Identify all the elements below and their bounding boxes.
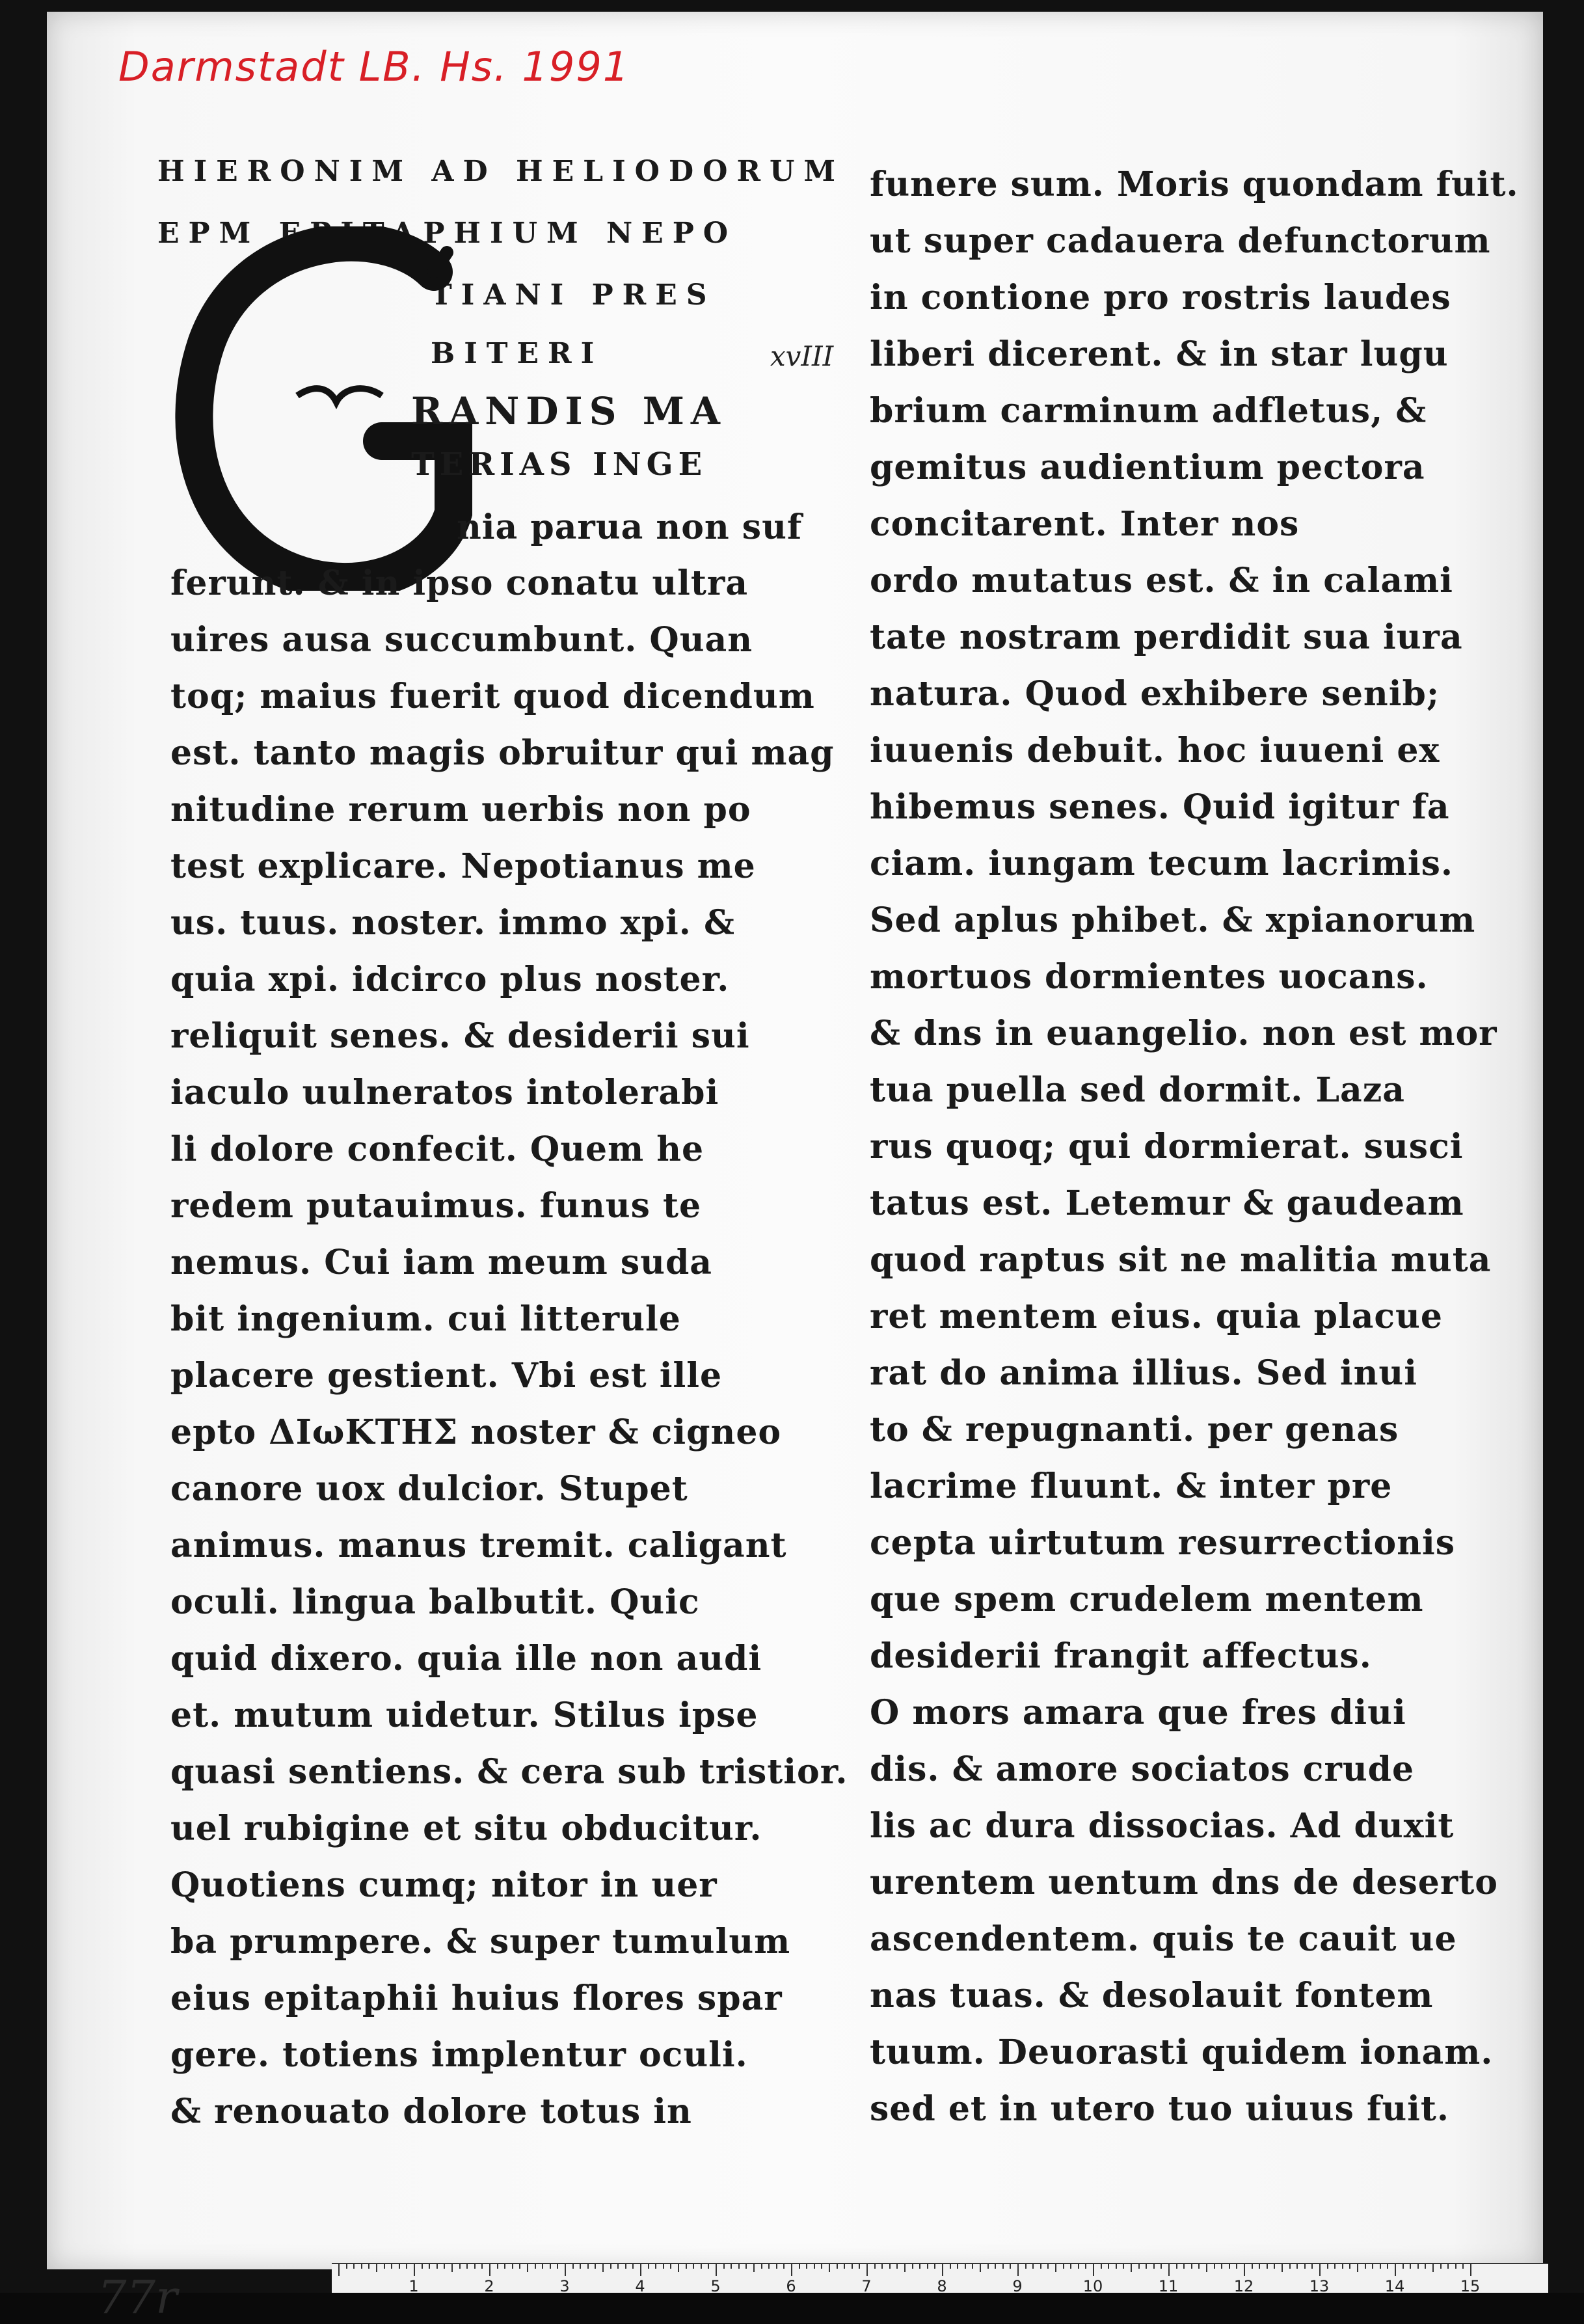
ruler-tick: [1206, 2264, 1207, 2272]
right-line: Sed aplus phibet. & xpianorum: [870, 900, 1476, 940]
ruler-tick: [655, 2264, 656, 2269]
archive-label: Darmstadt LB. Hs. 1991: [118, 43, 630, 90]
left-line: ferunt. & in ipso conatu ultra: [170, 563, 749, 603]
ruler-tick: [1425, 2264, 1426, 2269]
right-line: liberi dicerent. & in star lugu: [870, 334, 1449, 374]
rubric-line-1: RANDIS MA: [411, 389, 727, 433]
ruler-tick: [745, 2264, 747, 2269]
ruler-number: 5: [710, 2277, 721, 2295]
ruler-tick: [1002, 2264, 1004, 2269]
ruler-number: 4: [635, 2277, 645, 2295]
ruler-tick: [919, 2264, 920, 2269]
ruler-tick: [761, 2264, 762, 2269]
left-line: gere. totiens implentur oculi.: [170, 2035, 748, 2075]
ruler-tick: [972, 2264, 973, 2269]
ruler-tick: [1455, 2264, 1456, 2269]
ruler-tick: [429, 2264, 430, 2269]
ruler-tick: [391, 2264, 392, 2269]
left-line: nitudine rerum uerbis non po: [170, 790, 751, 830]
ruler-tick: [1319, 2264, 1321, 2276]
ruler-tick: [361, 2264, 362, 2269]
ruler-tick: [1432, 2264, 1434, 2272]
heading-line-2: EPM EPITAPHIUM NEPO: [157, 217, 738, 250]
heading-line-4: BITERI: [431, 337, 604, 370]
ruler-tick: [1327, 2264, 1328, 2269]
ruler-tick: [1183, 2264, 1185, 2269]
ruler-tick: [912, 2264, 913, 2269]
ruler-tick: [881, 2264, 883, 2269]
ruler-tick: [934, 2264, 935, 2269]
ruler-tick: [422, 2264, 423, 2269]
right-line: tatus est. Letemur & gaudeam: [870, 1183, 1464, 1223]
ruler-tick: [512, 2264, 513, 2269]
ruler-tick: [535, 2264, 536, 2269]
ruler-tick: [1334, 2264, 1336, 2269]
right-line: brium carminum adfletus, &: [870, 391, 1427, 431]
ruler-tick: [1191, 2264, 1192, 2269]
left-line: et. mutum uidetur. Stilus ipse: [170, 1696, 758, 1735]
ruler-tick: [1123, 2264, 1124, 2269]
ruler-tick: [678, 2264, 679, 2272]
ruler-tick: [1131, 2264, 1132, 2272]
ruler-tick: [572, 2264, 574, 2269]
ruler-tick: [1055, 2264, 1056, 2272]
left-line: quasi sentiens. & cera sub tristior.: [170, 1752, 848, 1792]
ruler-tick: [1440, 2264, 1442, 2269]
ruler-tick: [459, 2264, 461, 2269]
ruler-tick: [648, 2264, 649, 2269]
left-line: redem putauimus. funus te: [170, 1186, 702, 1226]
ruler-tick: [1380, 2264, 1381, 2269]
ruler-tick: [587, 2264, 589, 2269]
ruler-tick: [1221, 2264, 1222, 2269]
ruler-number: 10: [1082, 2277, 1103, 2295]
ruler-tick: [444, 2264, 445, 2269]
ruler-tick: [1252, 2264, 1253, 2269]
ruler-number: 7: [861, 2277, 872, 2295]
right-line: mortuos dormientes uocans.: [870, 957, 1429, 997]
ruler-tick: [776, 2264, 777, 2269]
left-line: bit ingenium. cui litterule: [170, 1299, 681, 1339]
left-line: uires ausa succumbunt. Quan: [170, 620, 753, 660]
ruler-tick: [1259, 2264, 1260, 2269]
ruler-number: 9: [1012, 2277, 1023, 2295]
ruler-tick: [625, 2264, 626, 2269]
ruler-tick: [1047, 2264, 1049, 2269]
ruler-tick: [716, 2264, 717, 2276]
left-line: li dolore confecit. Quem he: [170, 1129, 705, 1169]
left-line: est. tanto magis obruitur qui mag: [170, 733, 835, 773]
folio-number: 77r: [98, 2271, 178, 2324]
right-line: ret mentem eius. quia placue: [870, 1297, 1443, 1336]
ruler-tick: [542, 2264, 543, 2269]
right-line: & dns in euangelio. non est mor: [870, 1014, 1497, 1053]
ruler-tick: [1070, 2264, 1071, 2269]
ruler-tick: [1296, 2264, 1298, 2269]
ruler-tick: [466, 2264, 468, 2269]
heading-line-3: TIANI PRES: [431, 278, 716, 312]
ruler-tick: [527, 2264, 528, 2272]
ruler-number: 14: [1384, 2277, 1405, 2295]
right-line: funere sum. Moris quondam fuit.: [870, 165, 1519, 204]
ruler-tick: [927, 2264, 928, 2269]
ruler-tick: [1387, 2264, 1388, 2269]
left-line: test explicare. Nepotianus me: [170, 846, 756, 886]
ruler-number: 13: [1309, 2277, 1330, 2295]
ruler-tick: [1063, 2264, 1064, 2269]
ruler-tick: [768, 2264, 770, 2269]
left-line: animus. manus tremit. caligant: [170, 1526, 787, 1565]
ruler-tick: [1017, 2264, 1019, 2276]
ruler-tick: [1349, 2264, 1350, 2269]
right-line: tate nostram perdidit sua iura: [870, 617, 1463, 657]
ruler-tick: [1116, 2264, 1117, 2269]
rubric-line-2: TERIAS INGE: [411, 446, 708, 483]
ruler-tick: [859, 2264, 860, 2269]
left-line: Quotiens cumq; nitor in uer: [170, 1865, 718, 1905]
ruler-tick: [1093, 2264, 1094, 2276]
right-line: lis ac dura dissocias. Ad duxit: [870, 1806, 1455, 1846]
ruler-tick: [1101, 2264, 1102, 2269]
ruler-tick: [1403, 2264, 1404, 2269]
left-line: uel rubigine et situ obducitur.: [170, 1809, 762, 1848]
ruler-tick: [814, 2264, 815, 2269]
ruler-tick: [995, 2264, 996, 2269]
ruler-tick: [783, 2264, 785, 2269]
ruler-tick: [942, 2264, 943, 2276]
ruler-tick: [904, 2264, 906, 2272]
ruler-tick: [580, 2264, 581, 2269]
ruler-tick: [1032, 2264, 1034, 2269]
ruler-tick: [950, 2264, 951, 2269]
ruler-number: 12: [1233, 2277, 1254, 2295]
left-line: nemus. Cui iam meum suda: [170, 1243, 712, 1282]
right-line: concitarent. Inter nos: [870, 504, 1300, 544]
ruler-tick: [1085, 2264, 1086, 2269]
ruler-tick: [384, 2264, 385, 2269]
ruler-tick: [874, 2264, 876, 2269]
left-line: reliquit senes. & desiderii sui: [170, 1016, 750, 1056]
ruler-tick: [1462, 2264, 1464, 2269]
ruler-tick: [1229, 2264, 1230, 2269]
ruler-tick: [610, 2264, 611, 2269]
ruler-tick: [663, 2264, 664, 2269]
left-line: toq; maius fuerit quod dicendum: [170, 677, 815, 716]
ruler-number: 6: [786, 2277, 796, 2295]
ruler-number: 3: [559, 2277, 570, 2295]
right-line: natura. Quod exhibere senib;: [870, 674, 1440, 714]
ruler-tick: [829, 2264, 830, 2272]
ruler-tick: [1289, 2264, 1291, 2269]
ruler-tick: [595, 2264, 596, 2269]
right-line: sed et in utero tuo uiuus fuit.: [870, 2089, 1450, 2129]
ruler-tick: [806, 2264, 807, 2269]
ruler-tick: [1108, 2264, 1109, 2269]
ruler-tick: [497, 2264, 498, 2269]
ruler-tick: [406, 2264, 407, 2269]
left-line: iaculo uulneratos intolerabi: [170, 1073, 719, 1113]
ruler-tick: [844, 2264, 845, 2269]
ruler-tick: [1410, 2264, 1411, 2269]
left-line: eius epitaphii huius flores spar: [170, 1979, 783, 2018]
ruler-tick: [414, 2264, 415, 2276]
ruler-tick: [791, 2264, 792, 2276]
right-line: dis. & amore sociatos crude: [870, 1750, 1415, 1789]
ruler-tick: [821, 2264, 822, 2269]
left-line: canore uox dulcior. Stupet: [170, 1469, 688, 1509]
ruler-tick: [866, 2264, 868, 2276]
left-line: epto ΔΙωΚΤΗΣ noster & cigneo: [170, 1412, 782, 1452]
left-line: ba prumpere. & super tumulum: [170, 1922, 791, 1962]
ruler-tick: [723, 2264, 725, 2269]
ruler-tick: [550, 2264, 551, 2269]
ruler-tick: [1304, 2264, 1306, 2269]
ruler-tick: [1372, 2264, 1373, 2269]
ruler-tick: [489, 2264, 490, 2276]
right-line: O mors amara que fres diui: [870, 1693, 1406, 1733]
ruler-tick: [632, 2264, 634, 2269]
ruler-tick: [731, 2264, 732, 2269]
right-line: ordo mutatus est. & in calami: [870, 561, 1453, 601]
left-line: nia parua non suf: [457, 507, 803, 547]
ruler-tick: [1342, 2264, 1343, 2269]
ruler-tick: [557, 2264, 558, 2269]
right-line: nas tuas. & desolauit fontem: [870, 1976, 1434, 2016]
ruler-tick: [617, 2264, 619, 2269]
right-line: rat do anima illius. Sed inui: [870, 1353, 1417, 1393]
ruler-tick: [1040, 2264, 1041, 2269]
right-line: to & repugnanti. per genas: [870, 1410, 1399, 1450]
measurement-ruler: [332, 2263, 1548, 2293]
ruler-tick: [1311, 2264, 1313, 2269]
ruler-tick: [640, 2264, 641, 2276]
ruler-tick: [376, 2264, 377, 2272]
ruler-tick: [565, 2264, 566, 2276]
ruler-number: 8: [937, 2277, 947, 2295]
ruler-tick: [346, 2264, 347, 2269]
right-line: lacrime fluunt. & inter pre: [870, 1466, 1393, 1506]
ruler-tick: [852, 2264, 853, 2269]
ruler-tick: [1357, 2264, 1358, 2272]
ruler-tick: [519, 2264, 520, 2269]
ruler-tick: [1282, 2264, 1283, 2272]
ruler-tick: [799, 2264, 800, 2269]
ruler-tick: [670, 2264, 671, 2269]
ruler-tick: [481, 2264, 483, 2269]
ruler-tick: [368, 2264, 369, 2269]
ruler-tick: [436, 2264, 438, 2269]
left-line: quid dixero. quia ille non audi: [170, 1639, 762, 1679]
ruler-tick: [1176, 2264, 1177, 2269]
ruler-tick: [753, 2264, 755, 2272]
left-line: placere gestient. Vbi est ille: [170, 1356, 723, 1396]
right-line: cepta uirtutum resurrectionis: [870, 1523, 1456, 1563]
ruler-tick: [451, 2264, 453, 2272]
ruler-tick: [987, 2264, 989, 2269]
ruler-tick: [1153, 2264, 1155, 2269]
ruler-tick: [957, 2264, 958, 2269]
ruler-tick: [837, 2264, 838, 2269]
ruler-tick: [353, 2264, 355, 2269]
right-line: iuuenis debuit. hoc iuueni ex: [870, 731, 1440, 770]
left-line: us. tuus. noster. immo xpi. &: [170, 903, 735, 943]
ruler-tick: [504, 2264, 505, 2269]
ruler-number: 15: [1460, 2277, 1481, 2295]
ruler-tick: [474, 2264, 476, 2269]
left-line: quia xpi. idcirco plus noster.: [170, 960, 730, 999]
ruler-tick: [693, 2264, 694, 2269]
right-line: desiderii frangit affectus.: [870, 1636, 1372, 1676]
ruler-tick: [896, 2264, 898, 2269]
ruler-tick: [1447, 2264, 1449, 2269]
left-line: & renouato dolore totus in: [170, 2092, 692, 2131]
right-line: gemitus audientium pectora: [870, 448, 1425, 487]
right-line: ascendentem. quis te cauit ue: [870, 1919, 1457, 1959]
ruler-tick: [338, 2264, 340, 2276]
right-line: ciam. iungam tecum lacrimis.: [870, 844, 1453, 884]
chapter-numeral: xvIII: [770, 340, 834, 372]
ruler-tick: [1395, 2264, 1396, 2276]
ruler-tick: [1244, 2264, 1245, 2276]
ruler-tick: [889, 2264, 891, 2269]
right-line: rus quoq; qui dormierat. susci: [870, 1127, 1464, 1167]
right-line: quod raptus sit ne malitia muta: [870, 1240, 1492, 1280]
ruler-tick: [1025, 2264, 1027, 2269]
ruler-tick: [701, 2264, 702, 2269]
ruler-tick: [1138, 2264, 1140, 2269]
ruler-tick: [980, 2264, 981, 2272]
ruler-tick: [1214, 2264, 1215, 2269]
ruler-tick: [1168, 2264, 1170, 2276]
ruler-tick: [1161, 2264, 1162, 2269]
ruler-tick: [1198, 2264, 1200, 2269]
ruler-tick: [399, 2264, 400, 2269]
right-line: urentem uentum dns de deserto: [870, 1863, 1498, 1902]
right-line: que spem crudelem mentem: [870, 1580, 1424, 1619]
left-line: oculi. lingua balbutit. Quic: [170, 1582, 700, 1622]
ruler-tick: [1274, 2264, 1275, 2269]
ruler-tick: [1417, 2264, 1419, 2269]
ruler-tick: [602, 2264, 604, 2272]
right-line: ut super cadauera defunctorum: [870, 221, 1491, 261]
ruler-tick: [1010, 2264, 1011, 2269]
right-line: in contione pro rostris laudes: [870, 278, 1451, 318]
ruler-tick: [1078, 2264, 1079, 2269]
ruler-tick: [1146, 2264, 1147, 2269]
ruler-number: 11: [1158, 2277, 1179, 2295]
ruler-tick: [1236, 2264, 1237, 2269]
ruler-number: 2: [484, 2277, 494, 2295]
ruler-tick: [965, 2264, 966, 2269]
right-line: tua puella sed dormit. Laza: [870, 1070, 1405, 1110]
right-line: tuum. Deuorasti quidem ionam.: [870, 2033, 1494, 2072]
ruler-tick: [1365, 2264, 1366, 2269]
ruler-tick: [1470, 2264, 1471, 2276]
manuscript-page: [47, 12, 1543, 2269]
ruler-tick: [686, 2264, 687, 2269]
heading-line-1: HIERONIM AD HELIODORUM: [157, 155, 845, 188]
ruler-tick: [738, 2264, 740, 2269]
ruler-tick: [708, 2264, 709, 2269]
ruler-tick: [1267, 2264, 1268, 2269]
ruler-number: 1: [409, 2277, 419, 2295]
right-line: hibemus senes. Quid igitur fa: [870, 787, 1450, 827]
